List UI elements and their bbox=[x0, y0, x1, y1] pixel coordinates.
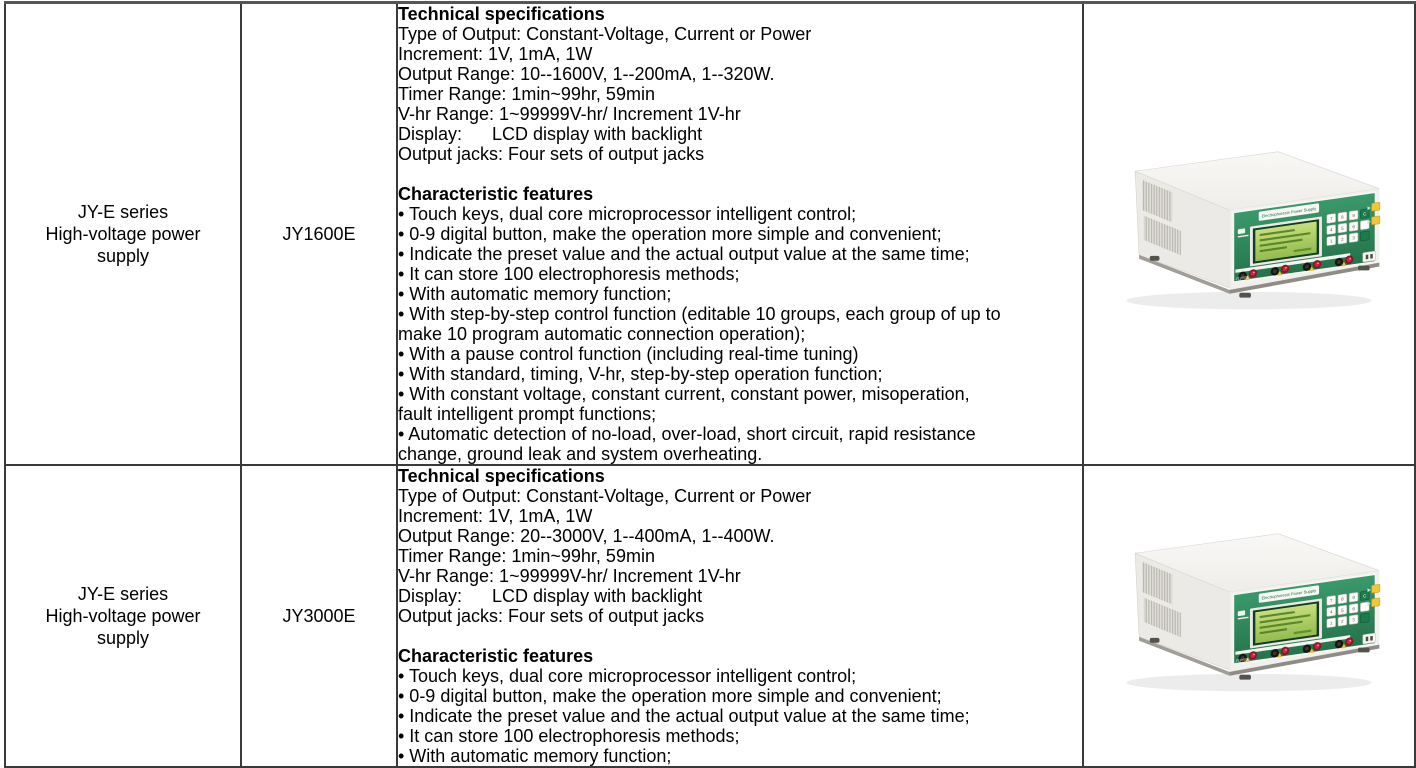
spec-line: • Touch keys, dual core microprocessor intelligent control; bbox=[398, 666, 857, 686]
product-name bbox=[6, 201, 240, 267]
spec-line: Timer Range: 1min~99hr, 59min bbox=[398, 84, 655, 104]
spec-line: • Automatic detection of no-load, over-load, short circuit, rapid resistance bbox=[398, 424, 976, 444]
spec-line: Timer Range: 1min~99hr, 59min bbox=[398, 546, 655, 566]
spec-line: • 0-9 digital button, make the operation more simple and convenient; bbox=[398, 224, 942, 244]
spec-line: make 10 program automatic connection operation); bbox=[398, 324, 806, 344]
spec-line: Characteristic features bbox=[398, 646, 594, 666]
spec-line: Display: LCD display with backlight bbox=[398, 586, 703, 606]
spec-line: • 0-9 digital button, make the operation more simple and convenient; bbox=[398, 686, 942, 706]
spec-line: Increment: 1V, 1mA, 1W bbox=[398, 44, 593, 64]
power-supply-image bbox=[1103, 142, 1395, 322]
spec-line: Technical specifications bbox=[398, 466, 605, 486]
spec-line: V-hr Range: 1~99999V-hr/ Increment 1V-hr bbox=[398, 104, 741, 124]
product-image-cell bbox=[1083, 3, 1415, 466]
spec-line: • Touch keys, dual core microprocessor intelligent control; bbox=[398, 204, 857, 224]
spec-line bbox=[398, 164, 1082, 184]
product-photo bbox=[1103, 524, 1395, 704]
product-name-line: High-voltage power bbox=[45, 606, 201, 626]
spec-line: • With automatic memory function; bbox=[398, 746, 672, 766]
product-name-line: JY-E series bbox=[77, 584, 169, 604]
spec-line: change, ground leak and system overheating. bbox=[398, 444, 763, 464]
spec-line: • With constant voltage, constant current, constant power, misoperation, bbox=[398, 384, 970, 404]
model-number: JY3000E bbox=[282, 605, 356, 626]
device-model-badge: JY1600E bbox=[1234, 274, 1250, 281]
model-cell bbox=[241, 465, 397, 767]
model-cell bbox=[241, 3, 397, 466]
spec-line: Output Range: 10--1600V, 1--200mA, 1--320W. bbox=[398, 64, 775, 84]
spec-text-block bbox=[398, 466, 1082, 766]
table-row-jy3000e bbox=[5, 465, 1415, 767]
product-name-line: High-voltage power bbox=[45, 224, 201, 244]
spec-line: Output jacks: Four sets of output jacks bbox=[398, 606, 705, 626]
product-spec-table bbox=[4, 1, 1416, 768]
model-number: JY1600E bbox=[282, 223, 356, 244]
specs-cell bbox=[397, 465, 1083, 767]
specs-cell bbox=[397, 3, 1083, 466]
spec-line: • With standard, timing, V-hr, step-by-step operation function; bbox=[398, 364, 883, 384]
table-row-jy1600e bbox=[5, 3, 1415, 466]
spec-line: • Indicate the preset value and the actual output value at the same time; bbox=[398, 706, 970, 726]
power-supply-image bbox=[1103, 524, 1395, 704]
spec-line: Output jacks: Four sets of output jacks bbox=[398, 144, 705, 164]
spec-line: • It can store 100 electrophoresis methods; bbox=[398, 726, 740, 746]
spec-line: Type of Output: Constant-Voltage, Current or Power bbox=[398, 486, 812, 506]
spec-line: • It can store 100 electrophoresis methods; bbox=[398, 264, 740, 284]
spec-line: Type of Output: Constant-Voltage, Current or Power bbox=[398, 24, 812, 44]
spec-line: Display: LCD display with backlight bbox=[398, 124, 703, 144]
product-name bbox=[6, 583, 240, 649]
spec-line: Characteristic features bbox=[398, 184, 594, 204]
product-name-cell bbox=[5, 3, 241, 466]
spec-line bbox=[398, 626, 1082, 646]
spec-line: Increment: 1V, 1mA, 1W bbox=[398, 506, 593, 526]
spec-text-block bbox=[398, 4, 1082, 464]
spec-line: • With automatic memory function; bbox=[398, 284, 672, 304]
product-photo bbox=[1103, 142, 1395, 322]
spec-line: Technical specifications bbox=[398, 4, 605, 24]
device-model-badge: JY3000E bbox=[1234, 656, 1250, 663]
spec-line: Output Range: 20--3000V, 1--400mA, 1--400W. bbox=[398, 526, 775, 546]
spec-line: • Indicate the preset value and the actual output value at the same time; bbox=[398, 244, 970, 264]
spec-line: V-hr Range: 1~99999V-hr/ Increment 1V-hr bbox=[398, 566, 741, 586]
spec-line: • With a pause control function (including real-time tuning) bbox=[398, 344, 859, 364]
product-name-line: supply bbox=[96, 628, 150, 648]
product-name-cell bbox=[5, 465, 241, 767]
product-name-line: JY-E series bbox=[77, 202, 169, 222]
catalog-sheet bbox=[4, 1, 1416, 768]
spec-line: • With step-by-step control function (editable 10 groups, each group of up to bbox=[398, 304, 1001, 324]
product-image-cell bbox=[1083, 465, 1415, 767]
spec-line: fault intelligent prompt functions; bbox=[398, 404, 657, 424]
product-name-line: supply bbox=[96, 246, 150, 266]
